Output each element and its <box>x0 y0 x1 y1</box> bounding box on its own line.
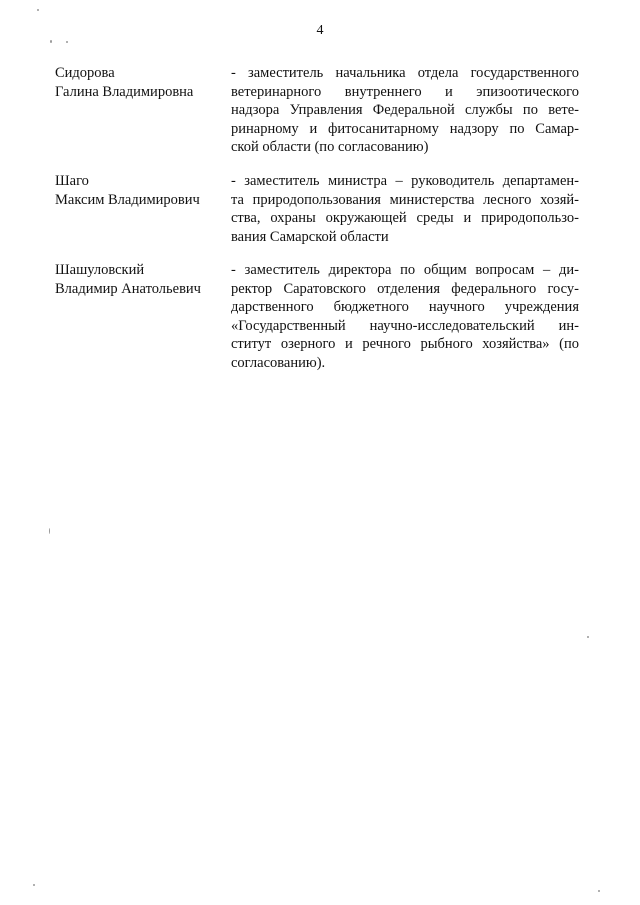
description-line: вания Самарской области <box>231 228 389 245</box>
description-line: «Государственный научно-исследовательский ин- <box>231 317 579 334</box>
description-line: ветеринарного внутреннего и эпизоотического <box>231 83 579 100</box>
scan-speck <box>49 528 50 534</box>
description-line: - заместитель начальника отдела государственного <box>231 65 579 81</box>
scan-speck <box>598 890 600 892</box>
position-description <box>231 172 579 246</box>
given-names: Галина Владимировна <box>55 83 194 100</box>
scan-speck <box>33 884 35 886</box>
scan-speck <box>66 41 68 43</box>
description-line: ститут озерного и речного рыбного хозяйства» (по <box>231 336 579 352</box>
position-description <box>231 261 579 372</box>
surname: Шаго <box>55 173 89 189</box>
surname: Шашуловский <box>55 262 145 278</box>
given-names: Максим Владимирович <box>55 191 200 208</box>
person-name <box>55 261 229 372</box>
description-line: ринарному и фитосанитарному надзору по Самар- <box>231 120 579 137</box>
list-item <box>55 261 585 372</box>
description-line: надзора Управления Федеральной службы по вете- <box>231 102 579 118</box>
page-number: 4 <box>316 23 324 38</box>
list-item <box>55 172 585 246</box>
person-name <box>55 172 229 246</box>
given-names: Владимир Анатольевич <box>55 280 201 297</box>
description-line: та природопользования министерства лесного хозяй- <box>231 191 579 208</box>
description-line: ской области (по согласованию) <box>231 139 429 155</box>
position-description <box>231 64 579 157</box>
person-name <box>55 64 229 157</box>
scan-speck <box>587 636 589 638</box>
description-line: - заместитель министра – руководитель департамен- <box>231 173 579 189</box>
scan-speck <box>50 40 52 43</box>
list-item <box>55 64 585 157</box>
description-line: согласованию). <box>231 354 326 371</box>
description-line: дарственного бюджетного научного учреждения <box>231 299 579 315</box>
description-line: - заместитель директора по общим вопросам – ди- <box>231 262 579 278</box>
description-line: ства, охраны окружающей среды и природопользо- <box>231 210 579 226</box>
description-line: ректор Саратовского отделения федерального госу- <box>231 280 579 297</box>
scan-speck <box>37 9 39 11</box>
surname: Сидорова <box>55 65 115 81</box>
